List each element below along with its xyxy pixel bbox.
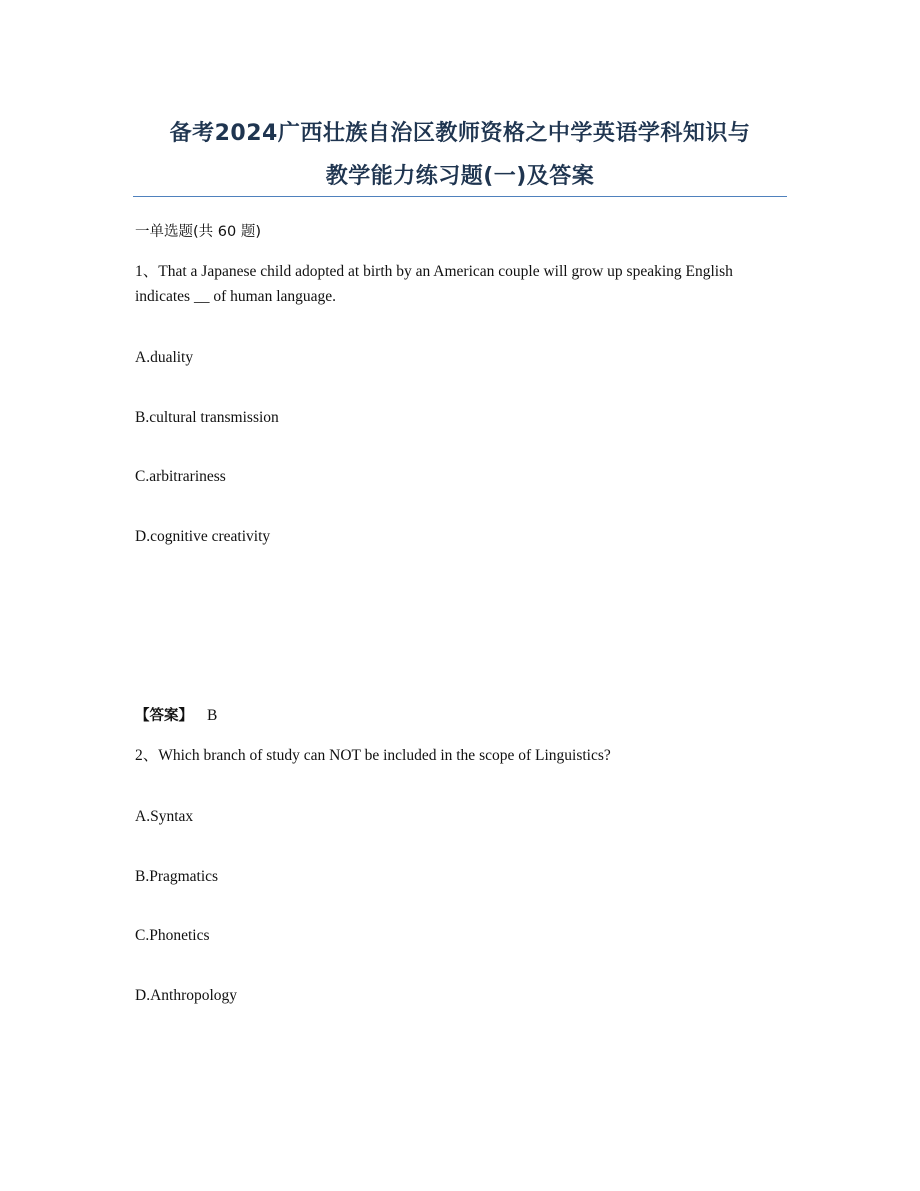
question-1-option-c: C.arbitrariness [135,468,226,485]
question-2-option-c: C.Phonetics [135,927,210,944]
question-2-option-b: B.Pragmatics [135,868,219,885]
question-1-text: 1、That a Japanese child adopted at birth by an American couple will grow up speaking English indicates __ of human language. [135,263,733,305]
question-1-option-a: A.duality [135,349,194,366]
question-2-option-a: A.Syntax [135,808,194,825]
title-line-2: 教学能力练习题(一)及答案 [325,164,595,189]
question-1-answer [135,703,217,729]
answer-value: B [207,707,218,724]
document-title [133,112,787,198]
question-1-option-b: B.cultural transmission [135,409,279,426]
title-underline [133,196,787,197]
answer-label: 【答案】 [135,708,193,724]
question-2-option-d: D.Anthropology [135,987,238,1004]
title-line-1: 备考2024广西壮族自治区教师资格之中学英语学科知识与 [169,121,751,146]
question-2-text: 2、Which branch of study can NOT be included in the scope of Linguistics? [135,747,611,764]
section-label: 一单选题(共 60 题) [135,224,261,240]
question-1-option-d: D.cognitive creativity [135,528,271,545]
